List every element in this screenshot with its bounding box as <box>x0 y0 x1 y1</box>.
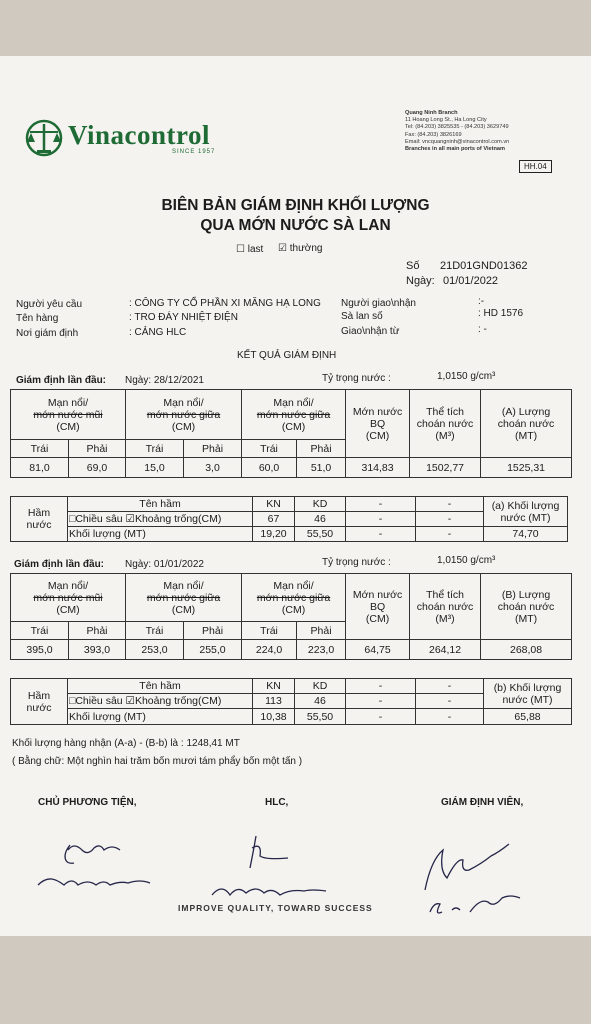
form-code: HH.04 <box>519 160 552 173</box>
right-label: Phải <box>297 440 346 458</box>
goods-label: Tên hàng <box>16 313 59 324</box>
from-label: Giao\nhận từ <box>341 326 400 337</box>
doc-no: 21D01GND01362 <box>440 260 528 272</box>
hold-name-header: Tên hầm <box>68 497 253 512</box>
requester-label: Người yêu cầu <box>16 299 83 310</box>
survey1-values-row: 81,0 69,0 15,0 3,0 60,0 51,0 314,83 1502,77 1525,31 <box>11 458 572 478</box>
survey2-date: Ngày: 01/01/2022 <box>125 559 204 570</box>
survey1-col-head: Mạn nổi/ mớn nước mũi (CM) <box>11 390 126 440</box>
hold1-result: 74,70 <box>484 527 568 542</box>
from: : - <box>478 324 487 335</box>
survey1-density: 1,0150 g/cm³ <box>437 371 496 382</box>
hold1-table: Hầm nước Tên hầm KN KD - - (a) Khối lượng nước (MT) □Chiều sâu ☑Khoảng trống(CM) 67 46 - - Khối lượng (MT) 19,20 55,50 - - 74,70 <box>10 496 568 542</box>
survey1-col-stern: Mạn nổi/ mớn nước giữa (CM) <box>242 390 346 440</box>
survey2-density: 1,0150 g/cm³ <box>437 555 496 566</box>
date-label: Ngày: <box>406 275 435 287</box>
barge-no: : HD 1576 <box>478 308 524 319</box>
brand-name: Vinacontrol <box>68 120 211 150</box>
option-normal: ☑ thường <box>278 243 323 254</box>
survey2-table: Mạn nổi/ mớn nước mũi (CM) Mạn nổi/ mớn nước giữa (CM) Mạn nổi/ mớn nước giữa (CM) Mớn nước BQ (CM) Thể tích choán nước (M³) (B) Lượng choán nước (MT) Trái Phải Trái Phải Trái Phải 395,0 393,0 253,0 255,0 224,0 223,0 64,75 264,12 268,08 <box>10 573 572 660</box>
survey2-values-row: 395,0 393,0 253,0 255,0 224,0 223,0 64,75 264,12 268,08 <box>11 640 572 660</box>
slogan: IMPROVE QUALITY, TOWARD SUCCESS <box>178 903 373 913</box>
survey1-col-bq: Mớn nước BQ (CM) <box>346 390 410 458</box>
left-label: Trái <box>242 440 297 458</box>
survey1-label: Giám định lần đầu: <box>16 375 107 386</box>
doc-title-line2: QUA MỚN NƯỚC SÀ LAN <box>200 217 391 234</box>
signer-hlc: HLC, <box>265 797 289 808</box>
survey1-date: Ngày: 28/12/2021 <box>125 375 204 386</box>
survey1-density-label: Tỷ trọng nước : <box>322 373 391 384</box>
left-label: Trái <box>11 440 69 458</box>
barge-label: Sà lan số <box>341 311 383 322</box>
signer-owner: CHỦ PHƯƠNG TIỆN, <box>38 797 137 808</box>
hold2-result-label: (b) Khối lượng nước (MT) <box>484 679 572 709</box>
deliver-label: Người giao\nhận <box>341 298 416 309</box>
hold2-result: 65,88 <box>484 709 572 725</box>
option-last: ☐ last <box>236 244 264 255</box>
result-title: KẾT QUẢ GIÁM ĐỊNH <box>237 350 337 361</box>
deliver: :- <box>478 296 485 307</box>
left-label: Trái <box>126 440 184 458</box>
doc-title-line1: BIÊN BẢN GIÁM ĐỊNH KHỐI LƯỢNG <box>161 197 430 214</box>
place-label: Nơi giám định <box>16 328 79 339</box>
kd-header: KD <box>295 497 346 512</box>
right-label: Phải <box>69 440 126 458</box>
doc-no-label: Số <box>406 260 420 272</box>
summary-line: Khối lượng hàng nhận (A-a) - (B-b) là : 1248,41 MT <box>12 738 240 749</box>
survey2-density-label: Tỷ trọng nước : <box>322 557 391 568</box>
hold1-label: Hầm nước <box>11 497 68 542</box>
doc-date: 01/01/2022 <box>443 275 499 287</box>
place: : CẢNG HLC <box>129 327 187 338</box>
hold2-table: Hầm nước Tên hầm KN KD - - (b) Khối lượng nước (MT) □Chiều sâu ☑Khoảng trống(CM) 113 46 - - Khối lượng (MT) 10,38 55,50 - - 65,88 <box>10 678 572 725</box>
survey2-col-mass: (B) Lượng choán nước (MT) <box>481 574 572 640</box>
right-label: Phải <box>184 440 242 458</box>
survey1-col-volume: Thể tích choán nước (M³) <box>410 390 481 458</box>
amount-in-words: ( Bằng chữ: Một nghìn hai trăm bốn mươi tám phẩy bốn một tấn ) <box>12 756 303 767</box>
mass-row-label: Khối lượng (MT) <box>68 527 253 542</box>
hold1-result-label: (a) Khối lượng nước (MT) <box>484 497 568 527</box>
kn-header: KN <box>253 497 295 512</box>
survey2-label: Giám định lần đầu: <box>14 559 105 570</box>
branch-address: Quang Ninh Branch 11 Hoang Long St., Ha Long City Tel: (84.203) 3825535 - (84.203) 3629749 Fax: (84.203) 3826169 Email: vncquangninh@vinacontrol.com.vn Branches in all main ports of Vietnam <box>405 110 510 153</box>
requester: : CÔNG TY CỔ PHẦN XI MĂNG HẠ LONG <box>129 298 321 309</box>
brand-since: SINCE 1957 <box>172 149 216 155</box>
goods: : TRO ĐÁY NHIỆT ĐIỆN <box>129 312 238 323</box>
depth-row-label: □Chiều sâu ☑Khoảng trống(CM) <box>68 512 253 527</box>
survey1-col-mass: (A) Lượng choán nước (MT) <box>481 390 572 458</box>
signer-surveyor: GIÁM ĐỊNH VIÊN, <box>441 797 524 808</box>
survey1-col-mid: Mạn nổi/ mớn nước giữa (CM) <box>126 390 242 440</box>
